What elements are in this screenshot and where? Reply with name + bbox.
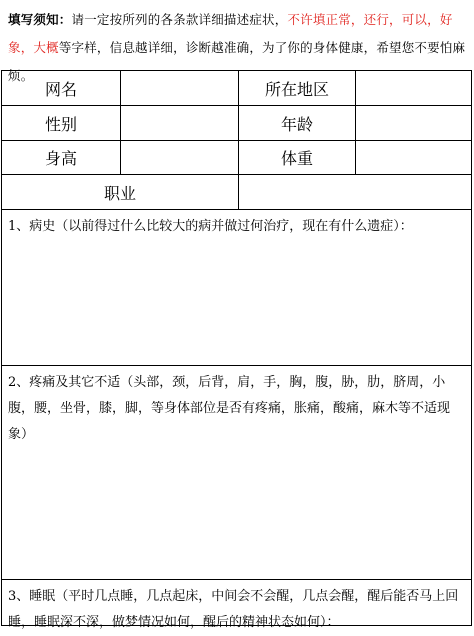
- history-question: 1、病史（以前得过什么比较大的病并做过何治疗，现在有什么遗症）：: [8, 219, 413, 234]
- pain-question: 2、疼痛及其它不适（头部，颈，后背，肩，手，胸，腹，胁，肋，脐周，小腹，腰，坐骨，膝，脚，等身体部位是否有疼痛，胀痛，酸痛，麻木等不适现象）: [8, 375, 451, 442]
- fill-instructions: [8, 6, 470, 83]
- row-name-region: [2, 71, 471, 105]
- instructions-warning-2: 大概: [33, 40, 59, 55]
- age-field[interactable]: [355, 106, 470, 140]
- name-label: 网名: [44, 79, 77, 99]
- gender-label: 性别: [44, 114, 77, 134]
- height-field[interactable]: [120, 141, 238, 174]
- instructions-intro: 请一定按所列的各条款详细描述症状，: [71, 12, 288, 27]
- age-label: 年龄: [238, 106, 355, 140]
- instructions-warning: 不许填正常，还行，可以，好象，: [8, 12, 453, 55]
- instructions-heading: 填写须知：: [8, 12, 72, 27]
- sleep-question: 3、睡眠（平时几点睡，几点起床，中间会不会醒，几点会醒，醒后能否马上回睡，睡眠深不深，做梦情况如何，醒后的精神状态如何）：: [8, 589, 459, 630]
- section-history[interactable]: [2, 209, 471, 365]
- height-label: 身高: [44, 149, 77, 168]
- name-field[interactable]: [120, 71, 238, 105]
- consultation-form: [1, 70, 472, 630]
- region-label: 所在地区: [238, 71, 355, 105]
- weight-field[interactable]: [355, 141, 470, 174]
- section-sleep[interactable]: [2, 579, 471, 630]
- region-field[interactable]: [355, 71, 470, 105]
- row-gender-age: [2, 105, 471, 140]
- occupation-field[interactable]: [238, 175, 470, 209]
- row-height-weight: [2, 140, 471, 174]
- row-occupation: [2, 174, 471, 209]
- section-pain[interactable]: [2, 365, 471, 579]
- weight-label: 体重: [238, 141, 355, 174]
- instructions-rest: 等字样，信息越详细，诊断越准确，为了你的身体健康，希望您不要怕麻烦。: [8, 40, 466, 83]
- occupation-label: 职业: [103, 183, 136, 203]
- gender-field[interactable]: [120, 106, 238, 140]
